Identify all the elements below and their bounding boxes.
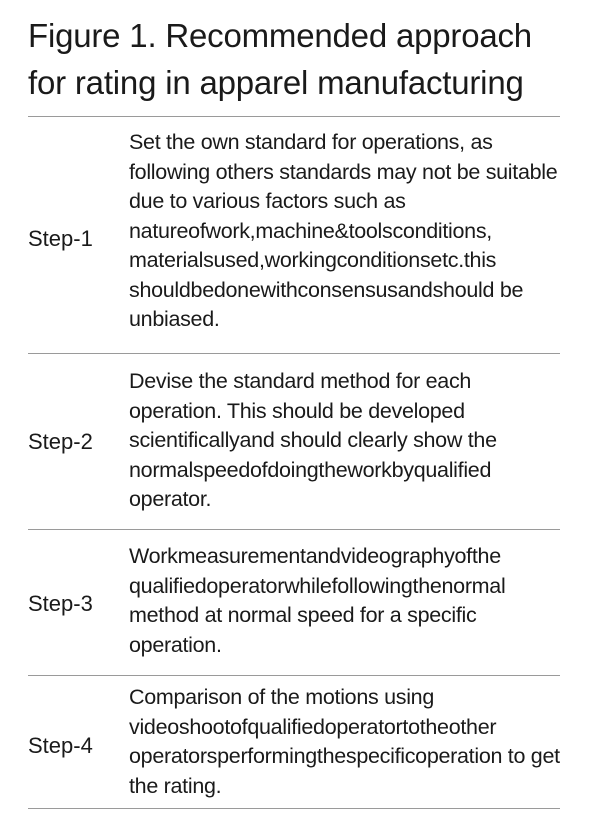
step-label-4: Step-4 bbox=[28, 733, 93, 758]
step-row-1 bbox=[28, 116, 560, 353]
step-text-4: Comparison of the motions using videoshootofqualifiedoperatortotheother operatorsperformingthespecificoperation to get the rating. bbox=[129, 685, 560, 798]
table-bottom-rule bbox=[28, 808, 560, 809]
step-label-3: Step-3 bbox=[28, 591, 93, 616]
step-text-1: Set the own standard for operations, as following others standards may not be suitable due to various factors such as natureofwork,machine&toolsconditions, materialsused,workingconditionsetc.this shouldbedonewithconsensusandshould be unbiased. bbox=[129, 130, 558, 331]
step-row-3 bbox=[28, 529, 560, 675]
figure-title-line-1: Figure 1. Recommended approach bbox=[28, 17, 532, 54]
step-text-3: Workmeasurementandvideographyofthe qualifiedoperatorwhilefollowingthenormal method at normal speed for a specific operation. bbox=[129, 544, 506, 657]
step-text-2: Devise the standard method for each operation. This should be developed scientificallyand should clearly show the normalspeedofdoingtheworkbyqualified operator. bbox=[129, 369, 497, 511]
step-row-4 bbox=[28, 675, 560, 808]
step-label-1: Step-1 bbox=[28, 226, 93, 251]
step-row-2 bbox=[28, 353, 560, 529]
step-label-2: Step-2 bbox=[28, 429, 93, 454]
figure-title bbox=[28, 12, 588, 106]
figure-title-line-2: for rating in apparel manufacturing bbox=[28, 64, 524, 101]
